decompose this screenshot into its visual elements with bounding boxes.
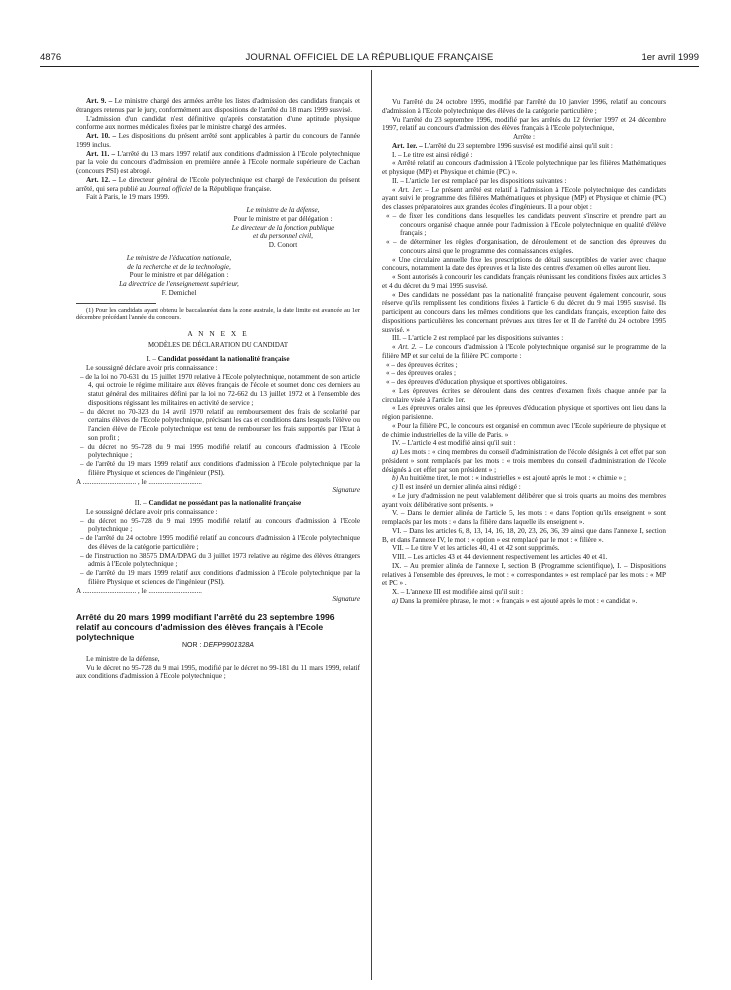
issue-date: 1er avril 1999 bbox=[641, 52, 699, 63]
vu-arrete-1996: Vu l'arrêté du 23 septembre 1996, modifié par les arrêtés du 12 février 1997 et 24 décembre 1997, relatif au concours d'admission des élèves français à l'Ecole polytechnique, bbox=[382, 115, 666, 133]
point-VI: VI. – Dans les articles 6, 8, 13, 14, 16, 18, 20, 23, 26, 36, 39 ainsi que dans l'annexe I, section B, et dans l'annexe IV, le mot : « option » est remplacé par le mot : « filière ». bbox=[382, 526, 666, 544]
quoted-item: « – de fixer les conditions dans lesquelles les candidats peuvent s'inscrire et prendre part au concours organisé chaque année pour l'admission à l'Ecole polytechnique en qualité d'élève français ; bbox=[386, 211, 666, 238]
signature-2-line-4: La directrice de l'enseignement supérieur, bbox=[119, 280, 239, 288]
signature-1-line-1: Le ministre de la défense, bbox=[246, 206, 320, 214]
point-II: II. – L'article 1er est remplacé par les dispositions suivantes : bbox=[392, 176, 567, 185]
quoted-autorises: « Sont autorisés à concourir les candidats français réunissant les conditions fixées aux articles 3 et 4 du décret du 9 mai 1995 susvisé. bbox=[382, 273, 666, 290]
article-12: Art. 12. – Le directeur général de l'Ecole polytechnique est chargé de l'exécution du présent arrêté, qui sera publié au Journal officiel de la République française. bbox=[76, 175, 360, 193]
point-IV-b: b) Au huitième tiret, le mot : « industrielles » est ajouté après le mot : « chimie » ; bbox=[392, 474, 627, 483]
article-11: Art. 11. – L'arrêté du 13 mars 1997 relatif aux conditions d'admission à l'Ecole polytechnique par la voie du concours d'admission en première année à l'Ecole normale supérieure de Cachan (concours PSI) est abrogé. bbox=[76, 149, 360, 175]
fait-a-paris: Fait à Paris, le 19 mars 1999. bbox=[86, 193, 170, 202]
article-10: Art. 10. – Les dispositions du présent arrêté sont applicables à partir du concours de l'année 1999 inclus. bbox=[76, 132, 360, 149]
quoted-epreuve-item: « – des épreuves d'éducation physique et sportives obligatoires. bbox=[386, 378, 568, 386]
section-1-item: – de l'arrêté du 19 mars 1999 relatif aux conditions d'admission à l'Ecole polytechnique par la filière Physique et sciences de l'ingénieur (PSI). bbox=[80, 460, 360, 477]
point-I: I. – Le titre est ainsi rédigé : bbox=[392, 150, 473, 159]
point-V: V. – Dans le dernier alinéa de l'article 5, les mots : « dans l'option qu'ils enseignent » sont remplacés par les mots : « dans la filière dans laquelle ils enseignent ». bbox=[382, 509, 666, 526]
page-number: 4876 bbox=[40, 52, 62, 63]
annex-title: A N N E X E bbox=[187, 328, 249, 338]
section-2-place-date: A .............................. , le .............................. bbox=[76, 586, 202, 595]
page-header bbox=[40, 52, 699, 66]
section-2-item: – du décret no 95-728 du 9 mai 1995 modifié relatif au concours d'admission à l'Ecole polytechnique ; bbox=[80, 516, 360, 534]
section-1-signature: Signature bbox=[332, 486, 360, 495]
quoted-epreuve-item: « – des épreuves orales ; bbox=[386, 369, 456, 378]
point-III: III. – L'article 2 est remplacé par les dispositions suivantes : bbox=[392, 334, 564, 343]
section-2-title: II. – Candidat ne possédant pas la nationalité française bbox=[134, 499, 302, 508]
section-1-item: – de la loi no 70-631 du 15 juillet 1970 relative à l'Ecole polytechnique, notamment de son article 4, qui octroie le régime militaire aux élèves français de l'école et soumet donc ces derniers au statut général des militaires défini par la loi no 72-662 du 13 juillet 1972 et à l'ensemble des dispositions régissant les militaires en activité de service ; bbox=[80, 372, 360, 407]
journal-title: JOURNAL OFFICIEL DE LA RÉPUBLIQUE FRANÇAISE bbox=[245, 52, 494, 63]
left-column bbox=[76, 97, 360, 681]
section-2-item: – de l'arrêté du 24 octobre 1995 modifié relatif au concours d'admission à l'Ecole polytechnique des élèves de la catégorie particulière ; bbox=[80, 534, 360, 551]
article-1: Art. 1er. – L'arrêté du 23 septembre 1996 susvisé est modifié ainsi qu'il suit : bbox=[392, 141, 613, 150]
section-1-item: – du décret no 70-323 du 14 avril 1970 relatif au remboursement des frais de scolarité par certains élèves de l'Ecole polytechnique, précisant les cas et conditions dans lesquels l'élève ou l'ancien élève de l'Ecole polytechnique est tenu de rembourser les frais supportés par l'Etat à son profit ; bbox=[80, 407, 360, 442]
point-X: X. – L'annexe III est modifiée ainsi qu'il suit : bbox=[392, 588, 524, 596]
vu-decret: Vu le décret no 95-728 du 9 mai 1995, modifié par le décret no 99-181 du 11 mars 1999, relatif aux conditions d'admission à l'Ecole polytechnique ; bbox=[76, 663, 360, 681]
section-1-title: I. – Candidat possédant la nationalité française bbox=[146, 355, 290, 364]
point-VIII: VIII. – Les articles 43 et 44 deviennent respectivement les articles 40 et 41. bbox=[392, 553, 608, 561]
header-rule bbox=[40, 66, 699, 67]
section-1-place-date: A .............................. , le .............................. bbox=[76, 477, 202, 486]
point-IV-c: c) Il est inséré un dernier alinéa ainsi rédigé : bbox=[392, 483, 521, 491]
quoted-filiere-pc: « Pour la filière PC, le concours est organisé en commun avec l'Ecole supérieure de physique et de chimie industrielles de la ville de Paris. » bbox=[382, 421, 666, 439]
point-X-a: a) Dans la première phrase, le mot : « français » est ajouté après le mot : « candidat ». bbox=[392, 596, 638, 605]
article-9-paragraph-2: L'admission d'un candidat n'est définitive qu'après constatation d'une aptitude physique conforme aux normes médicales fixées par le ministre chargé des armées. bbox=[76, 114, 360, 132]
signature-1-line-3: Le directeur de la fonction publique bbox=[231, 223, 335, 232]
section-1-item: – du décret no 95-728 du 9 mai 1995 modifié relatif au concours d'admission à l'Ecole polytechnique ; bbox=[80, 442, 360, 460]
point-VII: VII. – Le titre V et les articles 40, 41 et 42 sont supprimés. bbox=[392, 544, 560, 553]
signature-2-line-2: de la recherche et de la technologie, bbox=[127, 262, 231, 271]
quoted-nationalite: « Des candidats ne possédant pas la nationalité française peuvent également concourir, sous réserve qu'ils remplissent les conditions fixées à l'article 6 du décret du 9 mai 1995 susvisé. Ils participent au concours dans les mêmes conditions que les candidats français, exception faite des dispositions particulières les concernant prévues aux titres Ier et II de l'arrêté du 24 octobre 1995 susvisé. » bbox=[382, 290, 666, 334]
quoted-ecrites: « Les épreuves écrites se déroulent dans des centres d'examen fixés chaque année par la circulaire visée à l'article 1er. bbox=[382, 386, 666, 404]
article-9: Art. 9. – Le ministre chargé des armées arrête les listes d'admission des candidats français et étrangers retenus par le jury, conformément aux dispositions de l'arrêté du 18 mars 1999 susvisé. bbox=[76, 97, 360, 114]
section-2-item: – de l'instruction no 38575 DMA/DPAG du 3 juillet 1973 relative au régime des élèves étrangers admis à l'Ecole polytechnique ; bbox=[80, 551, 360, 569]
section-2-item: – de l'arrêté du 19 mars 1999 relatif aux conditions d'admission à l'Ecole polytechnique par la filière Physique et sciences de l'ingénieur (PSI). bbox=[80, 569, 360, 586]
quoted-article-1: « Art. 1er. – Le présent arrêté est relatif à l'admission à l'Ecole polytechnique des candidats ayant suivi le programme des filières Mathématiques et physique (MP) et Physique et chimie (PC) des classes préparatoires aux grandes écoles d'ingénieurs. Il a pour objet : bbox=[382, 185, 666, 211]
right-column bbox=[382, 98, 666, 606]
annex-subtitle: MODÈLES DE DÉCLARATION DU CANDIDAT bbox=[147, 342, 289, 350]
quoted-jury: « Le jury d'admission ne peut valablement délibérer que si trois quarts au moins des membres ayant voix délibérative sont présents. » bbox=[382, 491, 666, 509]
arrete-title: Arrêté du 20 mars 1999 modifiant l'arrêté du 23 septembre 1996 relatif au concours d'admission des élèves français à l'Ecole polytechnique bbox=[76, 612, 335, 643]
signature-2-line-1: Le ministre de l'éducation nationale, bbox=[126, 253, 232, 262]
arrete-heading: Arrête : bbox=[512, 133, 535, 141]
signature-1-line-4: et du personnel civil, bbox=[253, 232, 313, 241]
signature-1-line-2: Pour le ministre et par délégation : bbox=[233, 214, 333, 223]
footnote: (1) Pour les candidats ayant obtenu le baccalauréat dans la zone australe, la date limite est avancée au 1er décembre précédant l'année du concours. bbox=[76, 306, 360, 322]
quoted-item: « – de déterminer les règles d'organisation, de déroulement et de sanction des épreuves du concours ainsi que le programme des connaissances exigées. bbox=[386, 238, 666, 255]
footnote-rule bbox=[76, 303, 156, 304]
column-divider bbox=[371, 70, 372, 980]
quoted-circulaire: « Une circulaire annuelle fixe les prescriptions de détail susceptibles de varier avec chaque concours, notamment la date des épreuves et la liste des centres d'examen où elles auront lieu. bbox=[382, 255, 666, 273]
quoted-title: « Arrêté relatif au concours d'admission à l'Ecole polytechnique par les filières Mathématiques et physique (MP) et Physique et chimie (PC) ». bbox=[382, 159, 666, 176]
signature-1-name: D. Conort bbox=[268, 241, 298, 249]
point-IV-a: a) Les mots : « cinq membres du conseil d'administration de l'école désignés à cet effet par son président » sont remplacés par les mots : « trois membres du conseil d'administration de l'école désignés à cet effet par son président » ; bbox=[382, 448, 666, 474]
point-IV: IV. – L'article 4 est modifié ainsi qu'il suit : bbox=[392, 439, 516, 448]
minister-line: Le ministre de la défense, bbox=[86, 654, 160, 663]
vu-arrete-1995: Vu l'arrêté du 24 octobre 1995, modifié par l'arrêté du 10 janvier 1996, relatif au concours d'admission à l'Ecole polytechnique des élèves de la catégorie particulière ; bbox=[382, 98, 666, 115]
quoted-epreuve-item: « – des épreuves écrites ; bbox=[386, 360, 458, 369]
quoted-article-2: « Art. 2. – Le concours d'admission à l'Ecole polytechnique organisé sur le programme de la filière MP et sur celui de la filière PC comporte : bbox=[382, 343, 666, 360]
section-2-intro: Le soussigné déclare avoir pris connaissance : bbox=[86, 507, 218, 516]
point-IX: IX. – Au premier alinéa de l'annexe I, section B (Programme scientifique), I. – Dispositions relatives à l'ensemble des épreuves, le mot : « correspondantes » est remplacé par les mots : « MP et PC » . bbox=[382, 561, 666, 588]
nor-reference: NOR : DEFP9901328A bbox=[182, 642, 254, 650]
quoted-orales: « Les épreuves orales ainsi que les épreuves d'éducation physique et sportives ont lieu dans la région parisienne. bbox=[382, 404, 666, 421]
signature-2-line-3: Pour le ministre et par délégation : bbox=[129, 271, 229, 280]
section-1-intro: Le soussigné déclare avoir pris connaissance : bbox=[86, 363, 218, 372]
section-2-signature: Signature bbox=[332, 595, 360, 604]
signature-2-name: F. Demichel bbox=[161, 288, 197, 297]
